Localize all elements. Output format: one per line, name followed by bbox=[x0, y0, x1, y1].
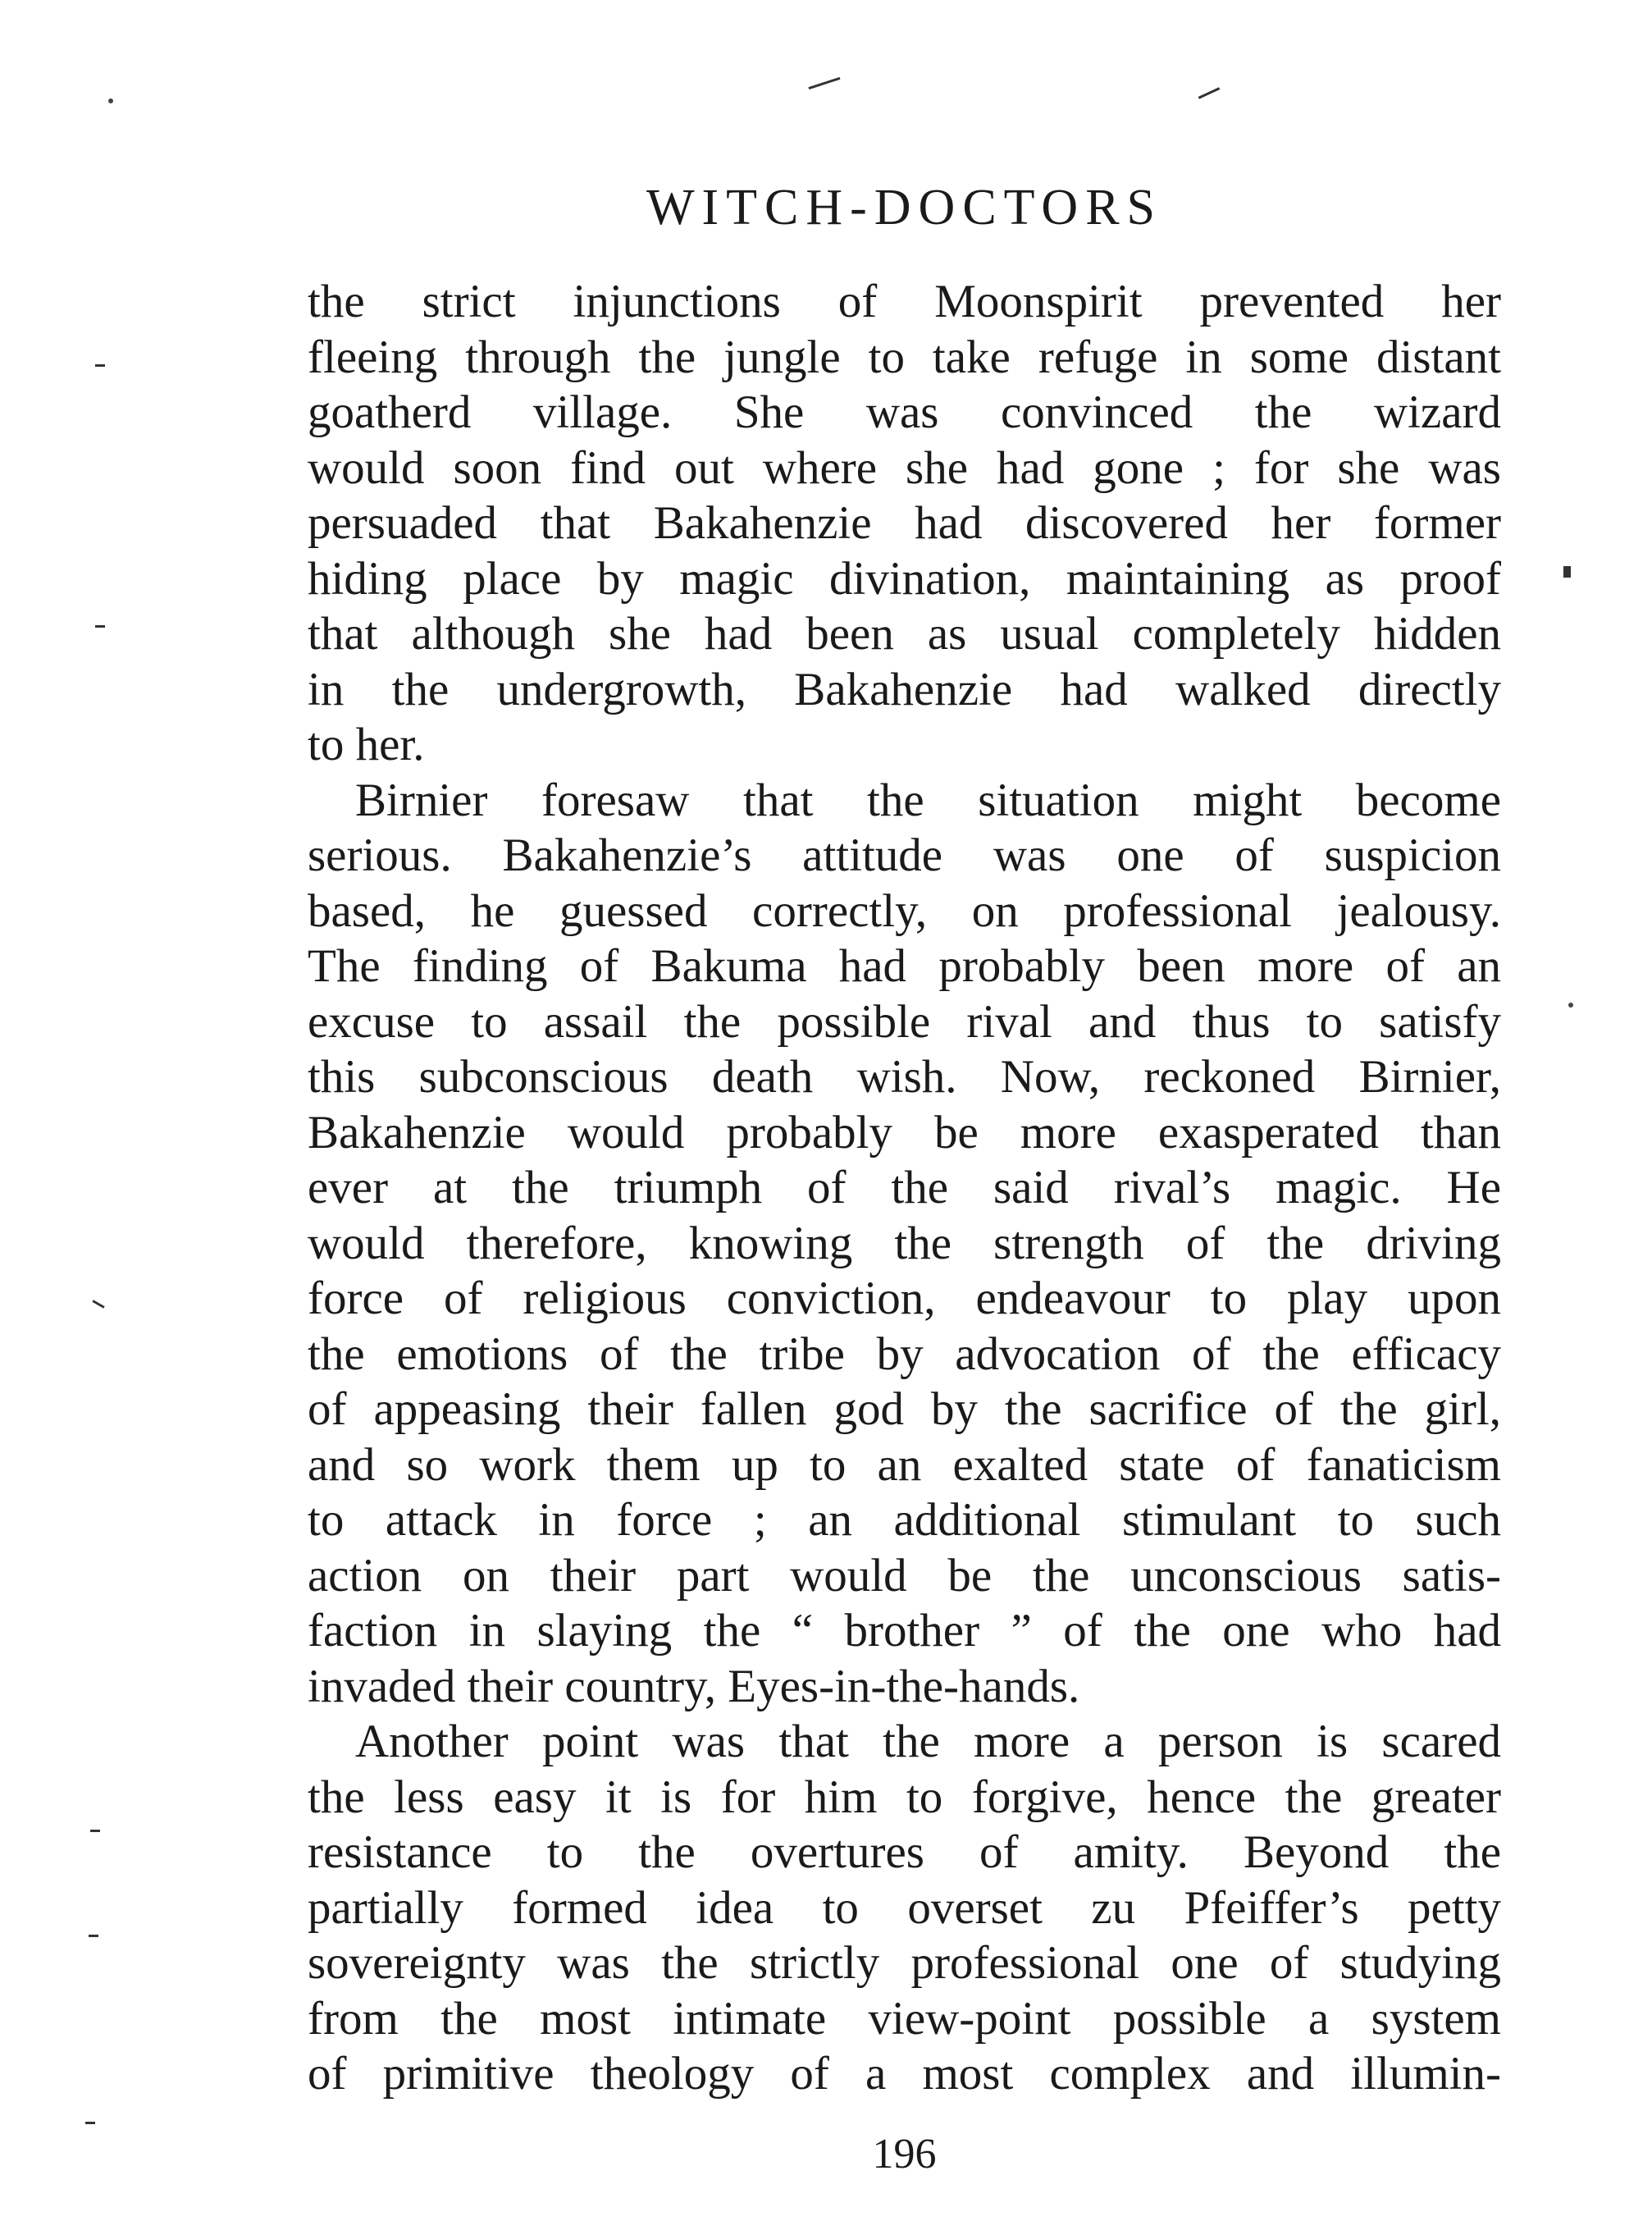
text-line: the less easy it is for him to forgive, hence the greater bbox=[308, 1771, 1501, 1823]
text-line: the emotions of the tribe by advocation of the efficacy bbox=[308, 1327, 1501, 1380]
text-line: of primitive theology of a most complex and illumin- bbox=[308, 2048, 1501, 2100]
scan-speck bbox=[108, 98, 113, 103]
page-number: 196 bbox=[872, 2131, 937, 2177]
body-text bbox=[308, 274, 1501, 2102]
text-line: and so work them up to an exalted state of fanaticism bbox=[308, 1438, 1501, 1491]
text-line: Bakahenzie would probably be more exasperated than bbox=[308, 1106, 1501, 1158]
text-line: to her. bbox=[308, 719, 425, 770]
text-line: would soon find out where she had gone ; for she was bbox=[308, 441, 1501, 494]
text-line: resistance to the overtures of amity. Beyond the bbox=[308, 1826, 1501, 1878]
text-line: excuse to assail the possible rival and thus to satisfy bbox=[308, 995, 1501, 1048]
text-line: hiding place by magic divination, maintaining as proof bbox=[308, 552, 1501, 605]
text-line: Another point was that the more a person is scared bbox=[355, 1716, 1501, 1767]
text-line: would therefore, knowing the strength of the driving bbox=[308, 1217, 1501, 1269]
text-line: this subconscious death wish. Now, reckoned Birnier, bbox=[308, 1051, 1501, 1103]
text-line: sovereignty was the strictly professional one of studying bbox=[308, 1937, 1501, 1989]
text-line: fleeing through the jungle to take refuge in some distant bbox=[308, 331, 1501, 383]
scan-mark bbox=[1198, 87, 1221, 99]
scan-speck bbox=[1568, 1003, 1573, 1008]
text-line: based, he guessed correctly, on professional jealousy. bbox=[308, 884, 1501, 937]
scan-mark bbox=[89, 1935, 98, 1937]
scan-mark bbox=[1563, 566, 1571, 578]
text-line: force of religious conviction, endeavour to play upon bbox=[308, 1273, 1501, 1324]
text-line: The finding of Bakuma had probably been more of an bbox=[308, 940, 1501, 992]
text-line: of appeasing their fallen god by the sacrifice of the girl, bbox=[308, 1383, 1501, 1435]
text-line: from the most intimate view-point possible a system bbox=[308, 1992, 1501, 2045]
text-line: in the undergrowth, Bakahenzie had walked directly bbox=[308, 663, 1501, 715]
text-line: action on their part would be the unconscious satis- bbox=[308, 1549, 1501, 1602]
scan-mark bbox=[92, 1300, 104, 1309]
text-line: that although she had been as usual completely hidden bbox=[308, 608, 1501, 660]
text-line: faction in slaying the “ brother ” of the one who had bbox=[308, 1605, 1501, 1657]
scan-mark bbox=[85, 2122, 95, 2124]
running-head: WITCH-DOCTORS bbox=[646, 180, 1163, 235]
scan-mark bbox=[95, 625, 105, 628]
scan-mark bbox=[90, 1830, 100, 1832]
text-line: goatherd village. She was convinced the wizard bbox=[308, 386, 1501, 438]
scan-mark bbox=[809, 77, 841, 89]
text-line: Birnier foresaw that the situation might become bbox=[355, 774, 1501, 826]
text-line: the strict injunctions of Moonspirit prevented her bbox=[308, 276, 1501, 327]
text-line: partially formed idea to overset zu Pfeiffer’s petty bbox=[308, 1881, 1501, 1934]
text-line: persuaded that Bakahenzie had discovered her former bbox=[308, 497, 1501, 549]
text-line: to attack in force ; an additional stimulant to such bbox=[308, 1494, 1501, 1546]
scan-mark bbox=[95, 364, 105, 367]
text-line: invaded their country, Eyes-in-the-hands. bbox=[308, 1660, 1080, 1712]
text-line: serious. Bakahenzie’s attitude was one of suspicion bbox=[308, 829, 1501, 881]
text-line: ever at the triumph of the said rival’s magic. He bbox=[308, 1162, 1501, 1213]
